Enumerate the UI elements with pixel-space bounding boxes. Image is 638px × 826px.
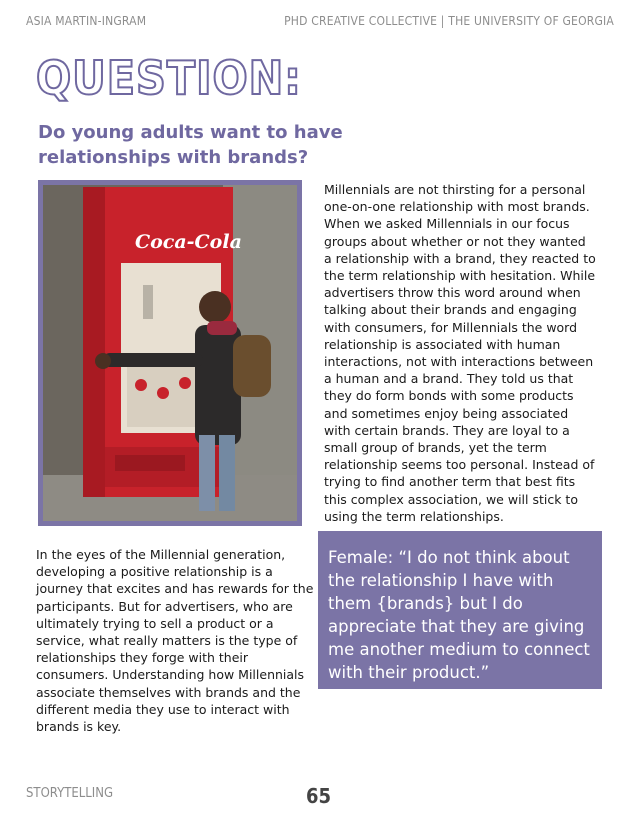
question-subtitle: Do young adults want to have relationships with brands?	[38, 122, 343, 168]
header-author: ASIA MARTIN-INGRAM	[26, 14, 147, 28]
page-number: 65	[306, 784, 332, 808]
header-institution: PHD CREATIVE COLLECTIVE | THE UNIVERSITY OF GEORGIA	[284, 14, 614, 28]
body-text-right: Millennials are not thirsting for a personal one-on-one relationship with most brands. When we asked Millennials in our focus groups about whether or not they wanted a relationship with a brand, they reacted to the term relationship with hesitation. While advertisers throw this word around when talking about their brands and engaging with consumers, for Millennials the word relationship is associated with human interactions, not with interactions between a human and a brand. They told us that they do form bonds with some products and sometimes enjoy being associated with certain brands. They are loyal to a small group of brands, yet the term relationship seems too personal. Instead of trying to find another term that best fits this complex association, we will stick to using the term relationships.	[324, 182, 596, 524]
vending-machine-photo	[43, 185, 297, 521]
quote-box	[318, 531, 602, 689]
quote-text: Female: “I do not think about the relationship I have with them {brands} but I do appreciate that they are giving me another medium to connect with their product.”	[328, 548, 590, 682]
footer-section: STORYTELLING	[26, 786, 114, 801]
coca-cola-logo: Coca-Cola	[135, 231, 242, 253]
question-label: QUESTION:	[36, 51, 302, 105]
photo-frame	[38, 180, 302, 526]
body-text-left: In the eyes of the Millennial generation, developing a positive relationship is a journey that excites and has rewards for the participants. But for advertisers, who are ultimately trying to sell a product or a service, what really matters is the type of relationships they forge with their consumers. Understanding how Millennials associate themselves with brands and the different media they use to interact with brands is key.	[36, 547, 314, 735]
